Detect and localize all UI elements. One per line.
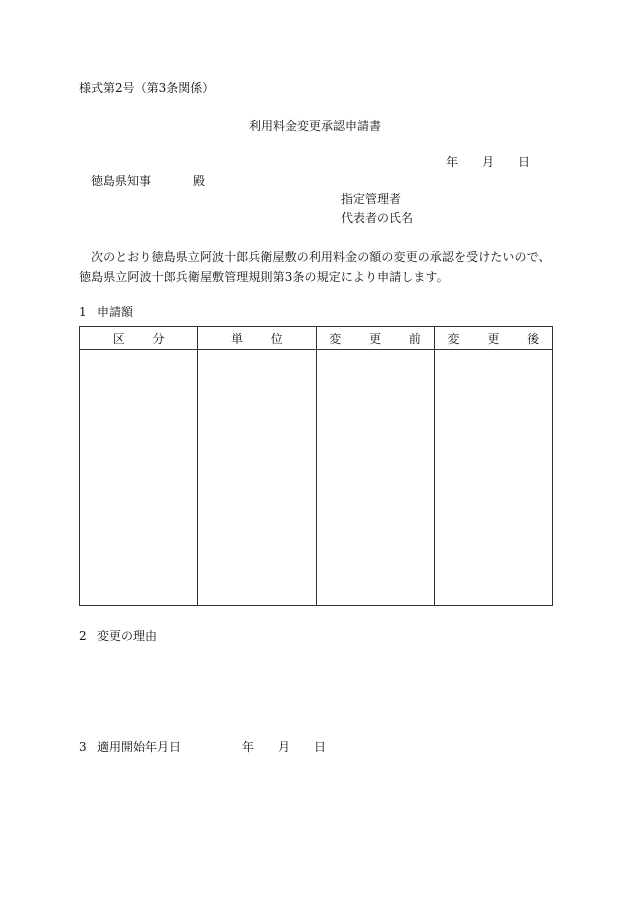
application-body-text: 次のとおり徳島県立阿波十郎兵衛屋敷の利用料金の額の変更の承認を受けたいので、徳島県立阿波十郎兵衛屋敷管理規則第3条の規定により申請します。 [79,250,551,284]
form-number: 様式第2号（第3条関係） [79,81,215,95]
application-amount-table [79,326,553,606]
section-3-day-label: 日 [314,740,327,754]
section-2-label: 変更の理由 [97,629,158,643]
date-month-label: 月 [482,155,495,169]
column-header-unit: 単 位 [198,327,316,350]
column-header-before-change: 変 更 前 [316,327,434,350]
section-3-number: 3 [79,740,87,754]
table-cell-category [80,350,198,606]
section-1-label: 申請額 [97,305,134,319]
table-cell-after-change [434,350,552,606]
date-line [446,156,530,168]
addressee-name: 徳島県知事 [91,174,152,188]
representative-name-label: 代表者の氏名 [341,211,414,225]
section-1-heading [79,306,133,318]
column-header-after-change: 変 更 後 [434,327,552,350]
section-3-year-label: 年 [242,740,255,754]
section-3-heading [79,741,326,753]
date-year-label: 年 [446,155,459,169]
section-1-number: 1 [79,305,87,319]
table-row [80,350,553,606]
addressee-honorific: 殿 [193,174,206,188]
manager-label: 指定管理者 [341,192,402,206]
document-title: 利用料金変更承認申請書 [248,119,381,133]
section-2-number: 2 [79,629,87,643]
section-3-month-label: 月 [278,740,291,754]
section-3-label: 適用開始年月日 [97,740,182,754]
table-cell-before-change [316,350,434,606]
table-cell-unit [198,350,316,606]
addressee [91,175,205,187]
column-header-category: 区 分 [80,327,198,350]
date-day-label: 日 [518,155,531,169]
section-2-heading [79,630,157,642]
table-header-row [80,327,553,350]
